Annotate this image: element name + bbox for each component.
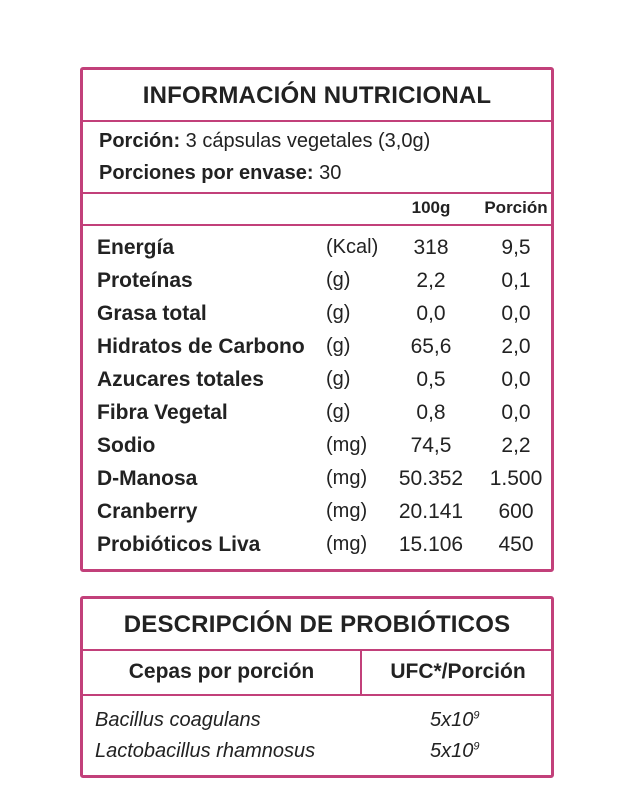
value-per-portion: 9,5	[501, 236, 531, 259]
nutrient-unit: (g)	[326, 401, 351, 423]
value-per-100g: 65,6	[410, 335, 452, 358]
value-per-portion: 0,0	[501, 368, 531, 391]
nutrition-title: INFORMACIÓN NUTRICIONAL	[142, 82, 492, 109]
value-per-portion: 0,1	[501, 269, 531, 292]
column-header-100g: 100g	[411, 198, 451, 217]
strain-ufc	[430, 740, 480, 763]
value-per-100g: 318	[413, 236, 449, 259]
nutrient-unit: (g)	[326, 368, 351, 390]
nutrient-name: Hidratos de Carbono	[97, 335, 305, 358]
strain-name: Bacillus coagulans	[95, 709, 261, 731]
nutrient-name: D-Manosa	[97, 467, 198, 490]
value-per-100g: 20.141	[398, 500, 464, 523]
serving-value: 3 cápsulas vegetales (3,0g)	[180, 130, 431, 152]
servings-label: Porciones por envase:	[99, 162, 314, 184]
ufc-exponent: 9	[473, 709, 480, 722]
value-per-100g: 0,8	[416, 401, 446, 424]
column-header-portion: Porción	[484, 198, 548, 217]
nutrient-unit: (mg)	[326, 500, 368, 522]
nutrient-name: Fibra Vegetal	[97, 401, 228, 424]
nutrient-name: Cranberry	[97, 500, 198, 523]
nutrition-table	[80, 67, 554, 572]
divider	[83, 120, 551, 122]
nutrient-name: Grasa total	[97, 302, 207, 325]
ufc-exponent: 9	[473, 740, 480, 753]
column-header-strains: Cepas por porción	[128, 660, 315, 683]
nutrient-name: Energía	[97, 236, 175, 259]
serving-label: Porción:	[99, 130, 181, 152]
servings-value: 30	[313, 162, 342, 184]
strain-ufc	[430, 709, 480, 732]
ufc-base: 5x10	[430, 740, 474, 762]
divider	[83, 192, 551, 194]
value-per-portion: 1.500	[489, 467, 543, 490]
divider	[83, 224, 551, 226]
nutrient-name: Azucares totales	[97, 368, 264, 391]
divider	[83, 694, 551, 696]
nutrient-unit: (g)	[326, 335, 351, 357]
value-per-portion: 2,0	[501, 335, 531, 358]
nutrient-name: Probióticos Liva	[97, 533, 261, 556]
value-per-portion: 450	[498, 533, 534, 556]
nutrient-unit: (mg)	[326, 533, 368, 555]
nutrient-name: Sodio	[97, 434, 156, 457]
nutrient-row	[83, 434, 551, 467]
value-per-portion: 0,0	[501, 401, 531, 424]
column-header-ufc: UFC*/Porción	[390, 660, 526, 683]
value-per-100g: 74,5	[410, 434, 452, 457]
nutrient-unit: (g)	[326, 302, 351, 324]
value-per-100g: 0,0	[416, 302, 446, 325]
serving-size	[99, 130, 430, 153]
ufc-base: 5x10	[430, 709, 474, 731]
nutrient-row	[83, 335, 551, 368]
value-per-100g: 0,5	[416, 368, 446, 391]
nutrient-row	[83, 269, 551, 302]
value-per-100g: 2,2	[416, 269, 446, 292]
nutrient-row	[83, 368, 551, 401]
nutrient-row	[83, 236, 551, 269]
nutrient-unit: (g)	[326, 269, 351, 291]
nutrient-unit: (mg)	[326, 434, 368, 456]
value-per-portion: 2,2	[501, 434, 531, 457]
value-per-portion: 600	[498, 500, 534, 523]
nutrient-row	[83, 467, 551, 500]
probiotics-table	[80, 596, 554, 778]
value-per-100g: 15.106	[398, 533, 464, 556]
servings-per-container	[99, 162, 341, 185]
nutrient-row	[83, 500, 551, 533]
nutrient-row	[83, 533, 551, 566]
probiotics-title: DESCRIPCIÓN DE PROBIÓTICOS	[123, 611, 511, 638]
nutrient-row	[83, 401, 551, 434]
nutrient-unit: (Kcal)	[326, 236, 379, 258]
strain-name: Lactobacillus rhamnosus	[95, 740, 316, 762]
value-per-100g: 50.352	[398, 467, 464, 490]
nutrient-unit: (mg)	[326, 467, 368, 489]
nutrient-name: Proteínas	[97, 269, 193, 292]
nutrient-row	[83, 302, 551, 335]
divider	[83, 649, 551, 651]
value-per-portion: 0,0	[501, 302, 531, 325]
